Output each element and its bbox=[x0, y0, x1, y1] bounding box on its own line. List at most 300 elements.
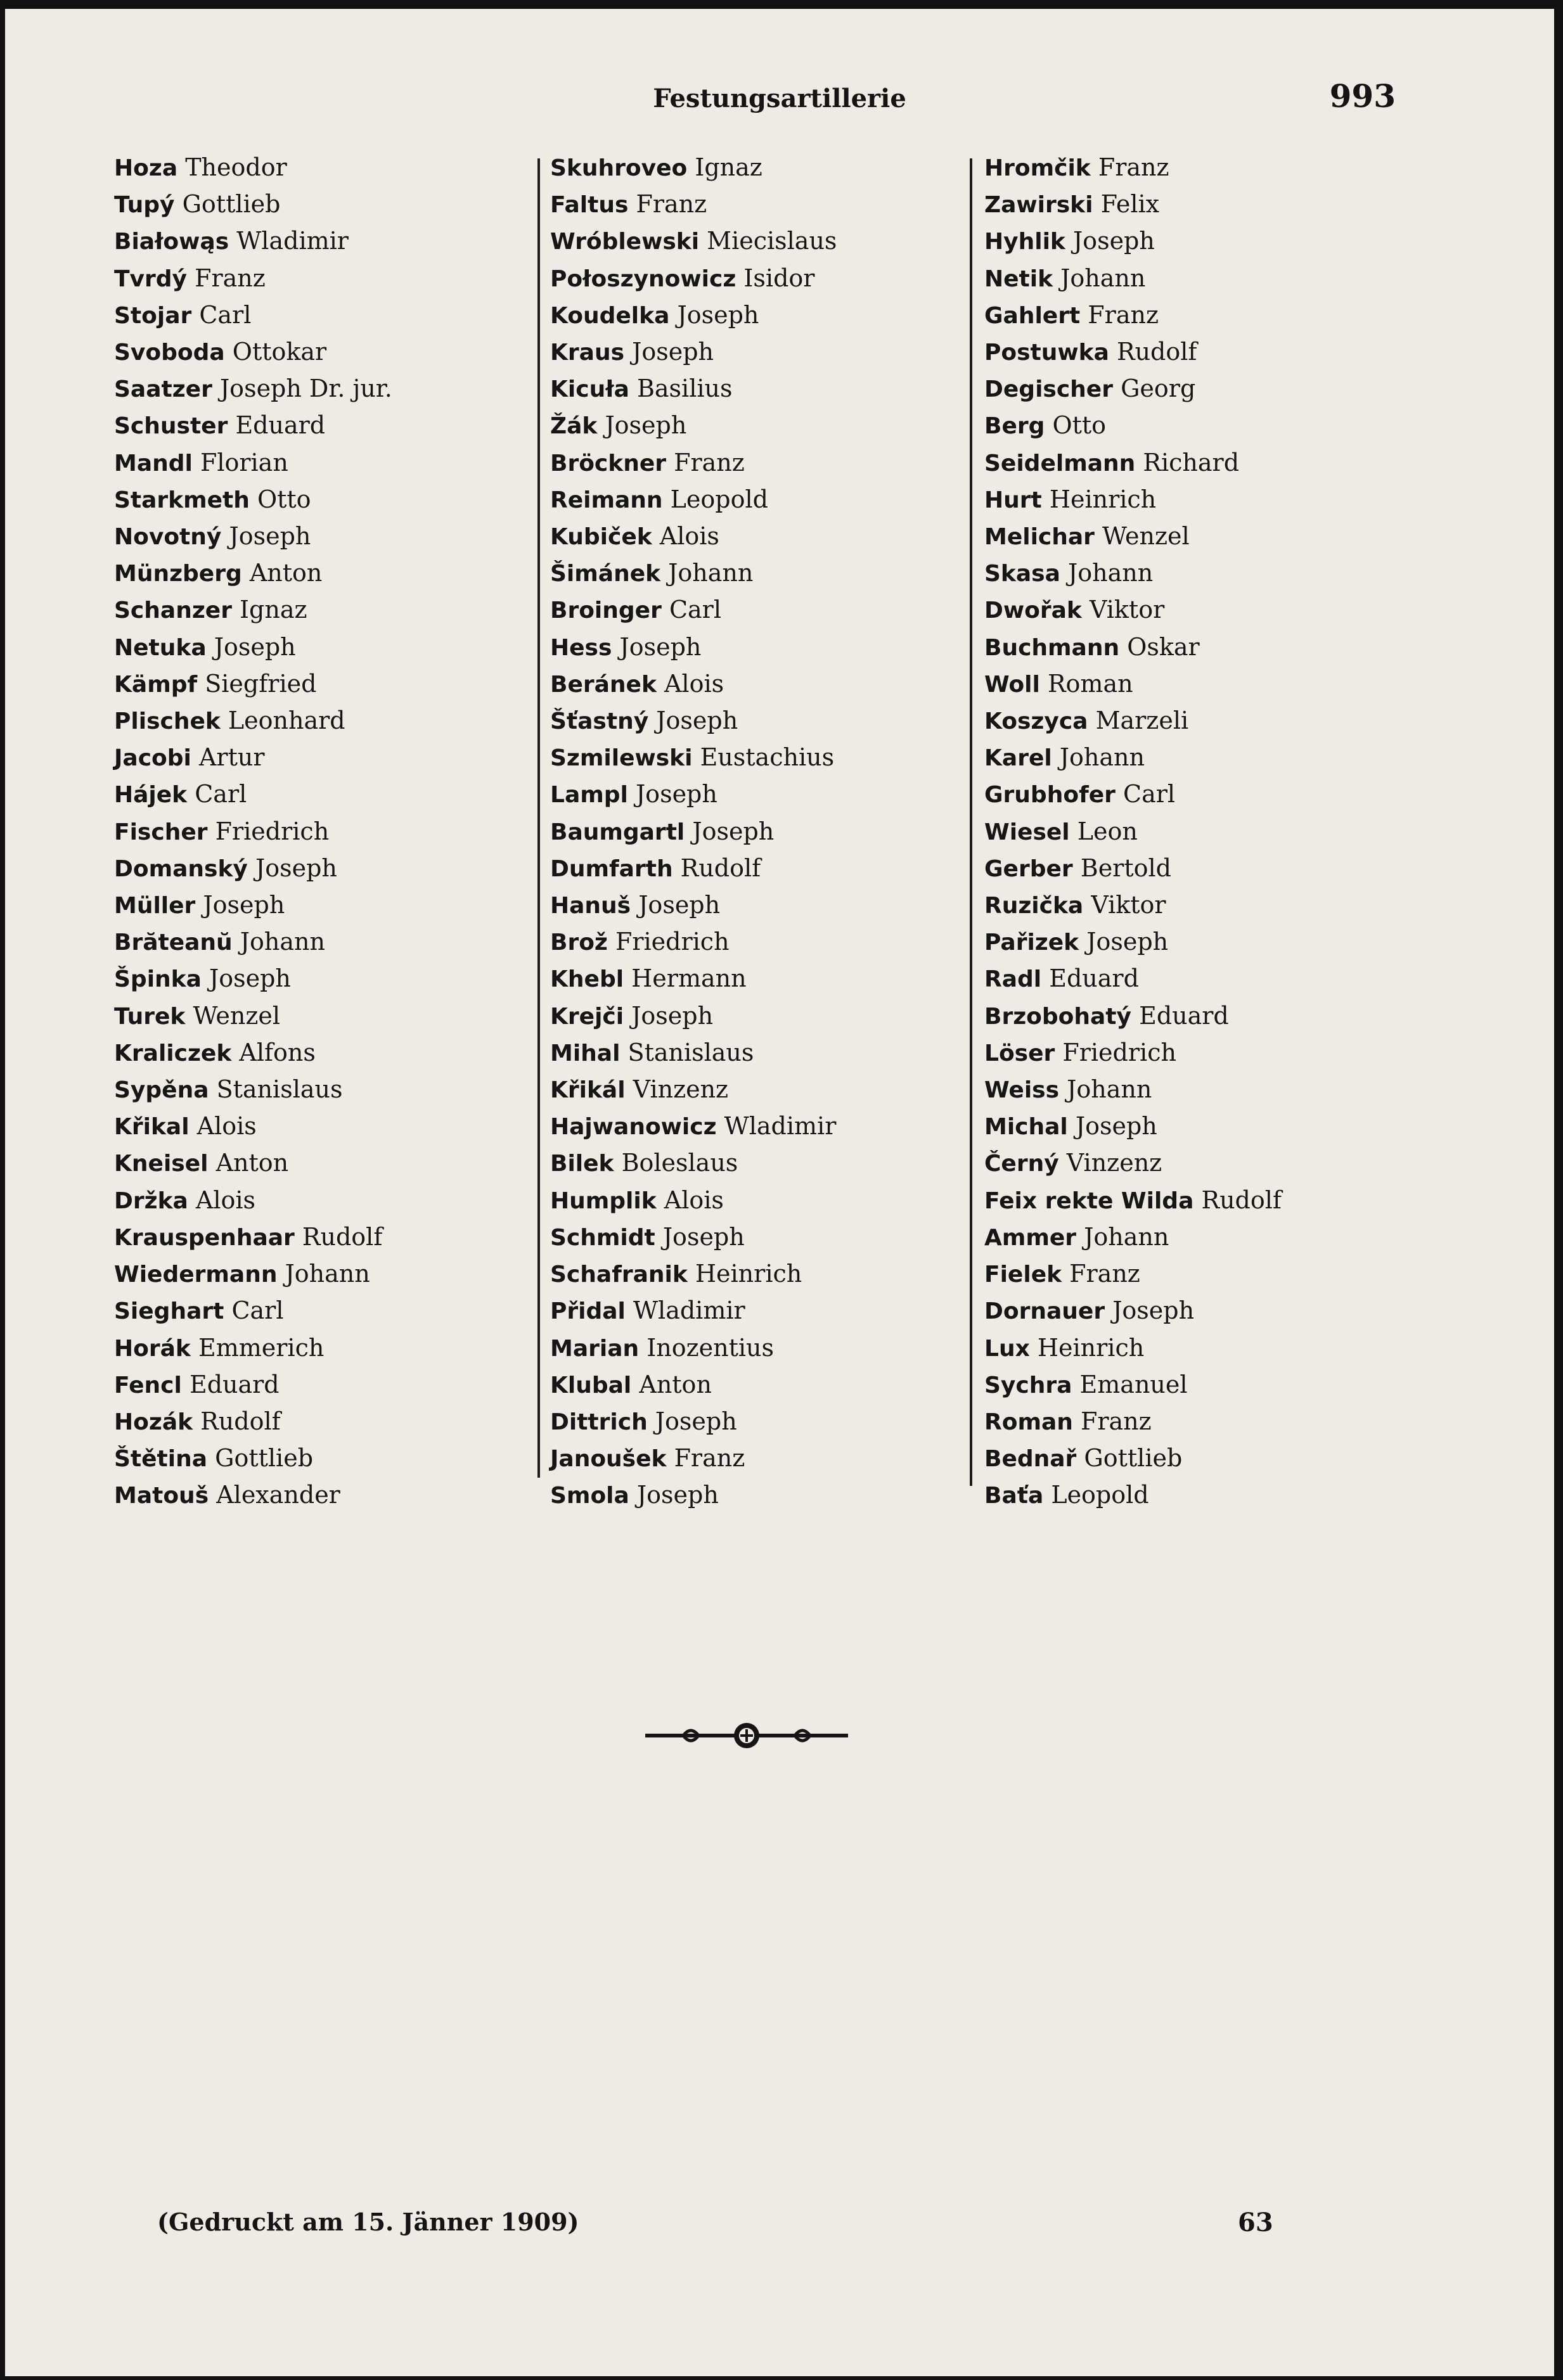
surname: Matouš bbox=[114, 1483, 209, 1509]
given-name: Vinzenz bbox=[633, 1075, 729, 1104]
name-entry bbox=[984, 998, 1282, 1035]
name-entry bbox=[984, 1035, 1282, 1072]
name-entry bbox=[550, 924, 837, 961]
name-entry bbox=[114, 739, 392, 776]
name-entry bbox=[114, 666, 392, 703]
given-name: Johann bbox=[1067, 1075, 1152, 1104]
given-name: Alois bbox=[664, 1186, 724, 1214]
surname: Novotný bbox=[114, 524, 222, 551]
surname: Roman bbox=[984, 1409, 1073, 1435]
given-name: Carl bbox=[1123, 780, 1176, 809]
given-name: Theodor bbox=[185, 153, 287, 181]
surname: Połoszynowicz bbox=[550, 266, 736, 292]
surname: Brzobohatý bbox=[984, 1003, 1131, 1030]
name-entry bbox=[984, 186, 1282, 223]
name-entry bbox=[984, 407, 1282, 444]
surname: Dittrich bbox=[550, 1409, 648, 1435]
surname: Michal bbox=[984, 1114, 1068, 1141]
surname: Tupý bbox=[114, 192, 175, 219]
surname: Baumgartl bbox=[550, 819, 685, 845]
name-entry bbox=[984, 703, 1282, 739]
name-entry bbox=[550, 850, 837, 887]
given-name: Leopold bbox=[1051, 1481, 1149, 1509]
given-name: Otto bbox=[1052, 411, 1107, 440]
given-name: Wenzel bbox=[1102, 522, 1190, 551]
surname: Kraus bbox=[550, 340, 624, 366]
surname: Reimann bbox=[550, 487, 663, 513]
given-name: Gottlieb bbox=[182, 190, 281, 219]
surname: Pařizek bbox=[984, 930, 1079, 956]
surname: Netuka bbox=[114, 634, 207, 661]
given-name: Leon bbox=[1077, 817, 1138, 845]
name-entry bbox=[114, 371, 392, 407]
name-entry bbox=[114, 297, 392, 334]
name-entry bbox=[550, 223, 837, 260]
given-name: Roman bbox=[1047, 669, 1133, 698]
surname: Šťastný bbox=[550, 708, 649, 735]
given-name: Oskar bbox=[1127, 632, 1200, 661]
name-entry bbox=[114, 924, 392, 961]
surname: Hurt bbox=[984, 487, 1042, 513]
name-entry bbox=[984, 297, 1282, 334]
surname: Držka bbox=[114, 1187, 188, 1214]
name-column-3 bbox=[984, 150, 1282, 1514]
given-name: Joseph bbox=[1086, 928, 1169, 956]
given-name: Johann bbox=[285, 1260, 370, 1288]
given-name: Florian bbox=[200, 448, 288, 477]
given-name: Boleslaus bbox=[621, 1149, 738, 1177]
surname: Koszyca bbox=[984, 708, 1088, 735]
name-entry bbox=[550, 592, 837, 629]
name-entry bbox=[984, 518, 1282, 555]
name-entry bbox=[550, 961, 837, 997]
name-entry bbox=[550, 739, 837, 776]
surname: Postuwka bbox=[984, 340, 1109, 366]
name-entry bbox=[114, 814, 392, 850]
given-name: Alois bbox=[659, 522, 719, 551]
name-entry bbox=[550, 1404, 837, 1440]
name-entry bbox=[550, 1072, 837, 1108]
name-entry bbox=[984, 482, 1282, 518]
given-name: Joseph bbox=[209, 964, 291, 993]
column-rule bbox=[537, 158, 540, 1478]
surname: Janoušek bbox=[550, 1446, 667, 1473]
surname: Šimánek bbox=[550, 561, 661, 587]
surname: Kicuła bbox=[550, 376, 629, 403]
name-entry bbox=[114, 482, 392, 518]
name-entry bbox=[984, 1219, 1282, 1256]
name-entry bbox=[550, 814, 837, 850]
name-entry bbox=[114, 1440, 392, 1477]
name-entry bbox=[984, 629, 1282, 666]
surname: Grubhofer bbox=[984, 782, 1116, 809]
name-entry bbox=[984, 260, 1282, 297]
name-entry bbox=[984, 1108, 1282, 1145]
name-entry bbox=[550, 1035, 837, 1072]
surname: Hoza bbox=[114, 155, 178, 181]
surname: Kraliczek bbox=[114, 1040, 232, 1066]
surname: Jacobi bbox=[114, 745, 191, 772]
surname: Koudelka bbox=[550, 302, 670, 329]
name-entry bbox=[114, 518, 392, 555]
surname: Khebl bbox=[550, 966, 624, 993]
name-entry bbox=[114, 1145, 392, 1182]
given-name: Joseph bbox=[662, 1222, 745, 1251]
surname: Schanzer bbox=[114, 598, 232, 624]
surname: Hozák bbox=[114, 1409, 193, 1435]
surname: Krauspenhaar bbox=[114, 1224, 295, 1251]
name-entry bbox=[984, 739, 1282, 776]
name-entry bbox=[550, 1182, 837, 1219]
name-entry bbox=[984, 850, 1282, 887]
name-entry bbox=[550, 1477, 837, 1514]
given-name: Emanuel bbox=[1079, 1370, 1188, 1398]
given-name: Johann bbox=[668, 559, 754, 587]
name-entry bbox=[984, 1182, 1282, 1219]
surname: Schafranik bbox=[550, 1262, 688, 1288]
given-name: Friedrich bbox=[1062, 1038, 1176, 1066]
given-name: Wladimir bbox=[633, 1296, 745, 1325]
given-name: Viktor bbox=[1091, 891, 1166, 919]
given-name: Rudolf bbox=[1201, 1186, 1282, 1214]
name-entry bbox=[550, 1108, 837, 1145]
name-entry bbox=[114, 776, 392, 813]
surname: Berg bbox=[984, 413, 1045, 440]
surname: Fischer bbox=[114, 819, 208, 845]
given-name: Leonhard bbox=[228, 707, 345, 735]
name-entry bbox=[550, 776, 837, 813]
surname: Lux bbox=[984, 1335, 1030, 1362]
given-name: Joseph bbox=[677, 300, 759, 329]
surname: Křikal bbox=[114, 1114, 190, 1141]
given-name: Miecislaus bbox=[707, 227, 837, 255]
name-entry bbox=[550, 1145, 837, 1182]
given-name: Joseph bbox=[1112, 1296, 1195, 1325]
name-entry bbox=[984, 1072, 1282, 1108]
given-name: Alois bbox=[195, 1186, 256, 1214]
name-entry bbox=[114, 1035, 392, 1072]
name-entry bbox=[550, 555, 837, 592]
given-name: Rudolf bbox=[302, 1222, 383, 1251]
given-name: Joseph bbox=[255, 854, 337, 882]
given-name: Eduard bbox=[235, 411, 326, 440]
given-name: Wenzel bbox=[193, 1001, 281, 1030]
given-name: Joseph bbox=[605, 411, 687, 440]
surname: Hess bbox=[550, 634, 612, 661]
given-name: Richard bbox=[1143, 448, 1240, 477]
surname: Faltus bbox=[550, 192, 629, 219]
surname: Radl bbox=[984, 966, 1042, 993]
surname: Lampl bbox=[550, 782, 628, 809]
surname: Baťa bbox=[984, 1483, 1044, 1509]
name-entry bbox=[550, 186, 837, 223]
name-entry bbox=[550, 629, 837, 666]
surname: Münzberg bbox=[114, 561, 242, 587]
surname: Buchmann bbox=[984, 634, 1120, 661]
surname: Ruzička bbox=[984, 893, 1084, 919]
given-name: Anton bbox=[249, 559, 323, 587]
surname: Tvrdý bbox=[114, 266, 188, 292]
given-name: Heinrich bbox=[1037, 1333, 1145, 1362]
name-entry bbox=[984, 223, 1282, 260]
surname: Krejči bbox=[550, 1003, 624, 1030]
given-name: Franz bbox=[1098, 153, 1169, 181]
surname: Marian bbox=[550, 1335, 640, 1362]
name-entry bbox=[114, 1219, 392, 1256]
surname: Broinger bbox=[550, 598, 662, 624]
surname: Woll bbox=[984, 671, 1040, 698]
given-name: Heinrich bbox=[695, 1260, 802, 1288]
name-entry bbox=[550, 998, 837, 1035]
given-name: Vinzenz bbox=[1066, 1149, 1162, 1177]
given-name: Georg bbox=[1121, 374, 1196, 403]
name-entry bbox=[984, 555, 1282, 592]
given-name: Friedrich bbox=[615, 928, 730, 956]
given-name: Eduard bbox=[1139, 1001, 1229, 1030]
name-entry bbox=[984, 814, 1282, 850]
name-entry bbox=[550, 482, 837, 518]
name-column-2 bbox=[550, 150, 837, 1514]
given-name: Friedrich bbox=[215, 817, 330, 845]
given-name: Viktor bbox=[1089, 596, 1165, 624]
name-entry bbox=[114, 260, 392, 297]
surname: Müller bbox=[114, 893, 196, 919]
given-name: Inozentius bbox=[646, 1333, 774, 1362]
name-entry bbox=[550, 407, 837, 444]
given-name: Joseph bbox=[655, 1407, 737, 1435]
name-entry bbox=[550, 371, 837, 407]
name-entry bbox=[114, 1293, 392, 1329]
surname: Křikál bbox=[550, 1077, 626, 1104]
surname: Hajwanowicz bbox=[550, 1114, 717, 1141]
given-name: Basilius bbox=[636, 374, 733, 403]
given-name: Heinrich bbox=[1049, 485, 1157, 513]
surname: Fielek bbox=[984, 1262, 1062, 1288]
name-entry bbox=[550, 1293, 837, 1329]
name-entry bbox=[550, 1440, 837, 1477]
surname: Gahlert bbox=[984, 302, 1081, 329]
surname: Mihal bbox=[550, 1040, 621, 1066]
given-name: Franz bbox=[1069, 1260, 1140, 1288]
surname: Beránek bbox=[550, 671, 657, 698]
surname: Plischek bbox=[114, 708, 221, 735]
surname: Sieghart bbox=[114, 1298, 224, 1325]
name-entry bbox=[550, 1330, 837, 1367]
surname: Feix rekte Wilda bbox=[984, 1187, 1194, 1214]
given-name: Johann bbox=[1067, 559, 1154, 587]
name-entry bbox=[984, 1256, 1282, 1293]
surname: Svoboda bbox=[114, 340, 225, 366]
given-name: Marzeli bbox=[1095, 707, 1189, 735]
given-name: Eduard bbox=[189, 1370, 280, 1398]
given-name: Otto bbox=[257, 485, 311, 513]
surname: Domanský bbox=[114, 855, 248, 882]
surname: Weiss bbox=[984, 1077, 1060, 1104]
given-name: Felix bbox=[1100, 190, 1160, 219]
given-name: Isidor bbox=[743, 264, 815, 292]
name-entry bbox=[114, 629, 392, 666]
surname: Bednař bbox=[984, 1446, 1077, 1473]
surname: Saatzer bbox=[114, 376, 212, 403]
surname: Hájek bbox=[114, 782, 188, 809]
surname: Wiesel bbox=[984, 819, 1070, 845]
name-entry bbox=[114, 1256, 392, 1293]
given-name: Alexander bbox=[216, 1481, 340, 1509]
name-entry bbox=[984, 371, 1282, 407]
surname: Smola bbox=[550, 1483, 629, 1509]
surname: Schuster bbox=[114, 413, 228, 440]
surname: Dwořak bbox=[984, 598, 1082, 624]
surname: Wiedermann bbox=[114, 1262, 278, 1288]
surname: Humplik bbox=[550, 1187, 657, 1214]
name-entry bbox=[114, 703, 392, 739]
name-entry bbox=[984, 150, 1282, 186]
name-entry bbox=[984, 592, 1282, 629]
name-entry bbox=[984, 1145, 1282, 1182]
name-entry bbox=[114, 1404, 392, 1440]
name-entry bbox=[984, 961, 1282, 997]
given-name: Joseph bbox=[229, 522, 311, 551]
name-entry bbox=[114, 998, 392, 1035]
given-name: Alfons bbox=[239, 1038, 316, 1066]
given-name: Joseph bbox=[214, 632, 296, 661]
name-entry bbox=[550, 150, 837, 186]
given-name: Franz bbox=[1080, 1407, 1152, 1435]
given-name: Carl bbox=[195, 780, 247, 809]
running-head: Festungsartillerie bbox=[653, 84, 906, 113]
surname: Bilek bbox=[550, 1151, 614, 1177]
name-entry bbox=[114, 445, 392, 482]
name-entry bbox=[984, 1293, 1282, 1329]
given-name: Franz bbox=[195, 264, 266, 292]
given-name: Johann bbox=[1084, 1222, 1169, 1251]
given-name: Franz bbox=[1088, 300, 1159, 329]
column-rule bbox=[970, 158, 972, 1486]
surname: Horák bbox=[114, 1335, 191, 1362]
given-name: Leopold bbox=[670, 485, 768, 513]
name-entry bbox=[114, 961, 392, 997]
surname: Ammer bbox=[984, 1224, 1077, 1251]
name-entry bbox=[550, 1256, 837, 1293]
given-name: Hermann bbox=[631, 964, 747, 993]
name-entry bbox=[550, 334, 837, 371]
surname: Karel bbox=[984, 745, 1052, 772]
name-entry bbox=[550, 518, 837, 555]
given-name: Gottlieb bbox=[215, 1444, 314, 1473]
name-entry bbox=[550, 297, 837, 334]
surname: Fencl bbox=[114, 1372, 182, 1398]
given-name: Anton bbox=[215, 1149, 289, 1177]
given-name: Stanislaus bbox=[216, 1075, 343, 1104]
name-column-1 bbox=[114, 150, 392, 1514]
name-entry bbox=[114, 1072, 392, 1108]
given-name: Joseph bbox=[632, 338, 714, 366]
name-entry bbox=[114, 1367, 392, 1404]
surname: Černý bbox=[984, 1151, 1059, 1177]
given-name: Alois bbox=[664, 669, 724, 698]
name-entry bbox=[550, 260, 837, 297]
name-entry bbox=[984, 445, 1282, 482]
name-entry bbox=[550, 445, 837, 482]
name-entry bbox=[984, 924, 1282, 961]
surname: Brož bbox=[550, 930, 608, 956]
name-entry bbox=[114, 1108, 392, 1145]
given-name: Carl bbox=[199, 300, 252, 329]
given-name: Rudolf bbox=[680, 854, 761, 882]
surname: Wróblewski bbox=[550, 229, 700, 255]
surname: Skasa bbox=[984, 561, 1060, 587]
given-name: Franz bbox=[674, 1444, 745, 1473]
given-name: Johann bbox=[240, 928, 325, 956]
surname: Löser bbox=[984, 1040, 1055, 1066]
name-entry bbox=[550, 1367, 837, 1404]
given-name: Joseph bbox=[631, 1001, 714, 1030]
surname: Degischer bbox=[984, 376, 1113, 403]
surname: Kämpf bbox=[114, 671, 198, 698]
name-entry bbox=[984, 1330, 1282, 1367]
surname: Kubiček bbox=[550, 524, 652, 551]
given-name: Joseph bbox=[636, 1481, 719, 1509]
surname: Bröckner bbox=[550, 450, 667, 477]
given-name: Joseph bbox=[635, 780, 717, 809]
surname: Hyhlik bbox=[984, 229, 1065, 255]
given-name: Siegfried bbox=[205, 669, 317, 698]
given-name: Emmerich bbox=[198, 1333, 325, 1362]
name-entry bbox=[550, 887, 837, 924]
given-name: Alois bbox=[196, 1112, 257, 1141]
given-name: Ignaz bbox=[240, 596, 307, 624]
name-entry bbox=[114, 223, 392, 260]
given-name: Joseph bbox=[203, 891, 285, 919]
name-entry bbox=[550, 666, 837, 703]
surname: Schmidt bbox=[550, 1224, 655, 1251]
given-name: Gottlieb bbox=[1084, 1444, 1183, 1473]
given-name: Johann bbox=[1060, 264, 1146, 292]
given-name: Franz bbox=[636, 190, 707, 219]
given-name: Ignaz bbox=[695, 153, 762, 181]
name-entry bbox=[114, 1477, 392, 1514]
name-entry bbox=[984, 1367, 1282, 1404]
surname: Kneisel bbox=[114, 1151, 209, 1177]
name-entry bbox=[984, 1440, 1282, 1477]
surname: Gerber bbox=[984, 855, 1073, 882]
surname: Skuhroveo bbox=[550, 155, 688, 181]
surname: Sychra bbox=[984, 1372, 1072, 1398]
surname: Špinka bbox=[114, 966, 202, 993]
name-entry bbox=[114, 407, 392, 444]
surname: Štětina bbox=[114, 1446, 208, 1473]
surname: Žák bbox=[550, 413, 598, 440]
surname: Dornauer bbox=[984, 1298, 1105, 1325]
given-name: Eustachius bbox=[700, 743, 835, 772]
given-name: Bertold bbox=[1080, 854, 1171, 882]
name-entry bbox=[114, 1330, 392, 1367]
given-name: Carl bbox=[231, 1296, 284, 1325]
name-entry bbox=[114, 1182, 392, 1219]
given-name: Joseph bbox=[1072, 227, 1155, 255]
surname: Seidelmann bbox=[984, 450, 1136, 477]
surname: Netik bbox=[984, 266, 1053, 292]
name-entry bbox=[984, 1477, 1282, 1514]
surname: Szmilewski bbox=[550, 745, 693, 772]
given-name: Franz bbox=[674, 448, 745, 477]
name-entry bbox=[114, 150, 392, 186]
surname: Melichar bbox=[984, 524, 1095, 551]
given-name: Rudolf bbox=[200, 1407, 281, 1435]
surname: Přidal bbox=[550, 1298, 626, 1325]
surname: Białowąs bbox=[114, 229, 229, 255]
given-name: Joseph bbox=[656, 707, 738, 735]
